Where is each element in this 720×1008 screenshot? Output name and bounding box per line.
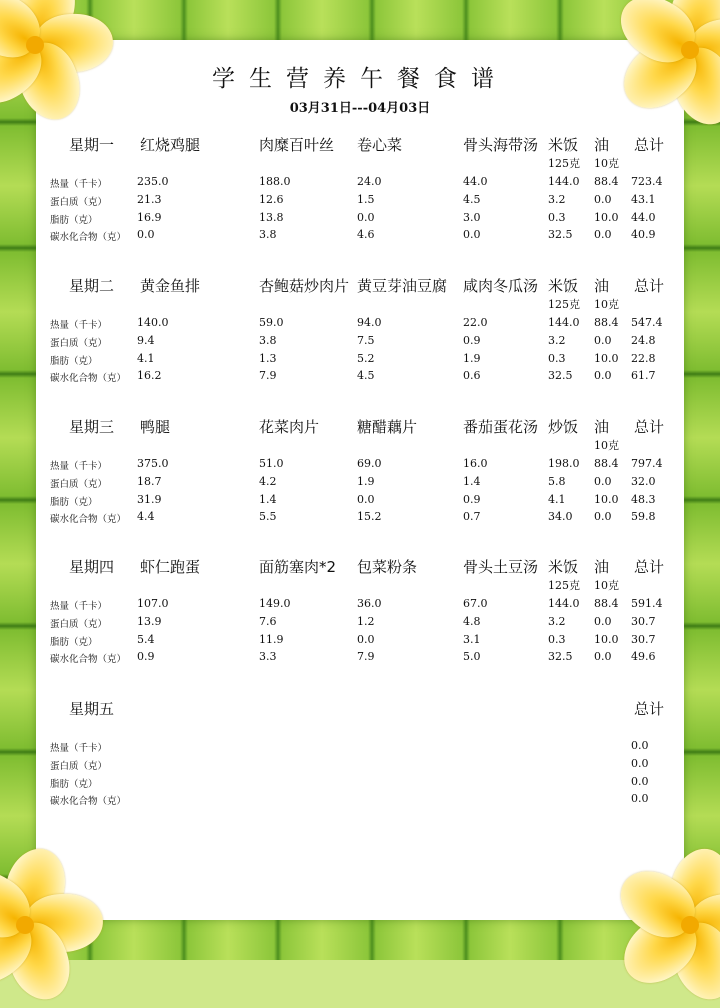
nutrient-row-calories [0, 739, 720, 757]
nutrient-value: 13.9 [137, 615, 162, 628]
frangipani-flower-icon [0, 850, 100, 1000]
nutrient-row-fat [0, 493, 720, 511]
nutrient-row-calories [0, 597, 720, 615]
nutrient-label: 碳水化合物（克） [50, 654, 127, 665]
dish-name: 骨头海带汤 [463, 136, 539, 154]
nutrient-row-fat [0, 775, 720, 793]
dish-header-row [0, 275, 720, 297]
total-label: 总计 [634, 136, 665, 154]
nutrient-row-carbs [0, 792, 720, 810]
nutrient-value: 59.0 [259, 316, 284, 329]
portion-note: 10克 [594, 157, 619, 170]
nutrient-label: 蛋白质（克） [50, 619, 108, 630]
nutrient-value: 0.0 [357, 633, 375, 646]
nutrient-value: 9.4 [137, 334, 155, 347]
nutrient-value: 5.0 [463, 650, 481, 663]
nutrient-value: 36.0 [357, 597, 382, 610]
nutrient-label: 热量（千卡） [50, 461, 108, 472]
bamboo-frame-bottom [0, 918, 720, 960]
nutrient-total: 32.0 [631, 475, 656, 488]
nutrient-value: 16.9 [137, 211, 162, 224]
nutrient-value: 0.9 [137, 650, 155, 663]
nutrient-label: 碳水化合物（克） [50, 373, 127, 384]
total-label: 总计 [634, 558, 665, 576]
nutrient-label: 蛋白质（克） [50, 197, 108, 208]
dish-name: 炒饭 [548, 418, 579, 436]
page-title: 学生营养午餐食谱 [212, 66, 508, 92]
nutrient-value: 144.0 [548, 175, 580, 188]
nutrient-total: 49.6 [631, 650, 656, 663]
dish-name: 包菜粉条 [357, 558, 418, 576]
nutrient-value: 5.5 [259, 510, 277, 523]
nutrient-value: 94.0 [357, 316, 382, 329]
nutrient-value: 4.6 [357, 228, 375, 241]
nutrient-value: 32.5 [548, 369, 573, 382]
nutrient-value: 149.0 [259, 597, 291, 610]
nutrient-value: 198.0 [548, 457, 580, 470]
nutrient-value: 5.2 [357, 352, 375, 365]
nutrient-row-protein [0, 334, 720, 352]
total-label: 总计 [634, 418, 665, 436]
nutrient-value: 0.0 [594, 193, 612, 206]
nutrient-value: 235.0 [137, 175, 169, 188]
flower-center [681, 41, 699, 59]
dish-name: 面筋塞肉*2 [259, 558, 337, 576]
nutrient-value: 4.2 [259, 475, 277, 488]
nutrient-value: 0.7 [463, 510, 481, 523]
nutrient-value: 13.8 [259, 211, 284, 224]
nutrient-value: 0.0 [594, 475, 612, 488]
nutrient-label: 碳水化合物（克） [50, 796, 127, 807]
nutrient-value: 0.0 [357, 493, 375, 506]
nutrient-label: 热量（千卡） [50, 320, 108, 331]
nutrient-value: 1.9 [463, 352, 481, 365]
nutrient-value: 1.2 [357, 615, 375, 628]
nutrient-value: 1.9 [357, 475, 375, 488]
dish-name: 米饭 [548, 136, 579, 154]
nutrient-value: 5.4 [137, 633, 155, 646]
dish-name: 黄豆芽油豆腐 [357, 277, 448, 295]
nutrient-total: 43.1 [631, 193, 656, 206]
dish-name: 番茄蛋花汤 [463, 418, 539, 436]
nutrient-value: 11.9 [259, 633, 284, 646]
dish-name: 花菜肉片 [259, 418, 320, 436]
nutrient-value: 0.0 [594, 228, 612, 241]
nutrient-value: 15.2 [357, 510, 382, 523]
nutrient-total: 61.7 [631, 369, 656, 382]
nutrient-total: 0.0 [631, 757, 649, 770]
nutrient-value: 10.0 [594, 633, 619, 646]
nutrient-value: 4.5 [463, 193, 481, 206]
nutrient-value: 18.7 [137, 475, 162, 488]
nutrient-total: 24.8 [631, 334, 656, 347]
nutrient-value: 10.0 [594, 493, 619, 506]
nutrient-value: 10.0 [594, 352, 619, 365]
portion-note: 10克 [594, 579, 619, 592]
dish-header-row [0, 416, 720, 438]
nutrient-value: 7.9 [357, 650, 375, 663]
dish-header-row [0, 134, 720, 156]
nutrient-value: 69.0 [357, 457, 382, 470]
portion-note: 125克 [548, 579, 580, 592]
nutrient-row-protein [0, 615, 720, 633]
nutrient-label: 脂肪（克） [50, 637, 98, 648]
nutrient-value: 3.1 [463, 633, 481, 646]
nutrient-row-fat [0, 633, 720, 651]
day-label: 星期一 [69, 136, 115, 154]
portion-note: 125克 [548, 298, 580, 311]
nutrient-value: 0.3 [548, 211, 566, 224]
nutrient-value: 0.3 [548, 633, 566, 646]
nutrient-label: 热量（千卡） [50, 601, 108, 612]
nutrient-total: 0.0 [631, 739, 649, 752]
nutrient-value: 21.3 [137, 193, 162, 206]
nutrient-value: 7.9 [259, 369, 277, 382]
nutrient-value: 88.4 [594, 457, 619, 470]
nutrient-label: 脂肪（克） [50, 497, 98, 508]
dish-name: 油 [594, 277, 610, 295]
dish-name: 糖醋藕片 [357, 418, 418, 436]
nutrient-label: 脂肪（克） [50, 356, 98, 367]
flower-center [26, 36, 44, 54]
nutrient-label: 蛋白质（克） [50, 761, 108, 772]
nutrient-value: 144.0 [548, 316, 580, 329]
nutrient-row-protein [0, 757, 720, 775]
nutrient-value: 7.5 [357, 334, 375, 347]
day-label: 星期二 [69, 277, 115, 295]
nutrient-value: 32.5 [548, 650, 573, 663]
nutrient-row-fat [0, 352, 720, 370]
nutrient-value: 3.0 [463, 211, 481, 224]
nutrient-value: 44.0 [463, 175, 488, 188]
dish-name: 米饭 [548, 277, 579, 295]
nutrient-value: 3.2 [548, 193, 566, 206]
nutrient-label: 热量（千卡） [50, 179, 108, 190]
nutrient-value: 4.4 [137, 510, 155, 523]
portion-note: 125克 [548, 157, 580, 170]
day-label: 星期四 [69, 558, 115, 576]
nutrient-value: 88.4 [594, 316, 619, 329]
nutrient-row-carbs [0, 510, 720, 528]
nutrient-label: 蛋白质（克） [50, 479, 108, 490]
nutrient-value: 3.3 [259, 650, 277, 663]
dish-name: 虾仁跑蛋 [140, 558, 201, 576]
nutrient-value: 0.0 [594, 510, 612, 523]
day-label: 星期三 [69, 418, 115, 436]
nutrient-total: 797.4 [631, 457, 663, 470]
nutrient-total: 547.4 [631, 316, 663, 329]
nutrient-value: 0.3 [548, 352, 566, 365]
dish-header-row [0, 556, 720, 578]
nutrient-value: 140.0 [137, 316, 169, 329]
nutrient-value: 107.0 [137, 597, 169, 610]
dish-name: 鸭腿 [140, 418, 171, 436]
dish-name: 油 [594, 418, 610, 436]
nutrient-value: 3.8 [259, 228, 277, 241]
nutrient-value: 4.8 [463, 615, 481, 628]
nutrient-value: 12.6 [259, 193, 284, 206]
dish-name: 骨头土豆汤 [463, 558, 539, 576]
portion-note: 10克 [594, 439, 619, 452]
nutrient-value: 3.2 [548, 334, 566, 347]
nutrient-value: 3.8 [259, 334, 277, 347]
date-range: 03月31日---04月03日 [289, 101, 431, 116]
nutrient-value: 5.8 [548, 475, 566, 488]
nutrient-row-calories [0, 175, 720, 193]
dish-name: 咸肉冬瓜汤 [463, 277, 539, 295]
nutrient-value: 51.0 [259, 457, 284, 470]
nutrient-row-carbs [0, 228, 720, 246]
flower-center [16, 916, 34, 934]
dish-name: 米饭 [548, 558, 579, 576]
nutrient-row-calories [0, 457, 720, 475]
dish-name: 卷心菜 [357, 136, 403, 154]
dish-name: 红烧鸡腿 [140, 136, 201, 154]
nutrient-value: 4.5 [357, 369, 375, 382]
nutrient-value: 0.0 [463, 228, 481, 241]
nutrient-total: 48.3 [631, 493, 656, 506]
nutrient-row-carbs [0, 650, 720, 668]
nutrient-value: 0.0 [137, 228, 155, 241]
nutrient-row-carbs [0, 369, 720, 387]
portion-note: 10克 [594, 298, 619, 311]
nutrient-value: 144.0 [548, 597, 580, 610]
nutrient-total: 44.0 [631, 211, 656, 224]
nutrient-value: 1.4 [463, 475, 481, 488]
nutrient-value: 16.0 [463, 457, 488, 470]
nutrient-total: 723.4 [631, 175, 663, 188]
nutrient-value: 375.0 [137, 457, 169, 470]
nutrient-label: 碳水化合物（克） [50, 232, 127, 243]
nutrient-value: 7.6 [259, 615, 277, 628]
nutrient-value: 0.6 [463, 369, 481, 382]
nutrient-row-protein [0, 193, 720, 211]
nutrient-label: 碳水化合物（克） [50, 514, 127, 525]
nutrient-value: 24.0 [357, 175, 382, 188]
nutrient-value: 32.5 [548, 228, 573, 241]
nutrient-label: 蛋白质（克） [50, 338, 108, 349]
nutrient-value: 10.0 [594, 211, 619, 224]
dish-name: 黄金鱼排 [140, 277, 201, 295]
day-label: 星期五 [69, 700, 115, 718]
nutrient-value: 0.9 [463, 334, 481, 347]
nutrient-label: 脂肪（克） [50, 215, 98, 226]
nutrient-total: 22.8 [631, 352, 656, 365]
nutrient-value: 188.0 [259, 175, 291, 188]
nutrient-label: 脂肪（克） [50, 779, 98, 790]
total-label: 总计 [634, 700, 665, 718]
nutrient-row-fat [0, 211, 720, 229]
nutrient-value: 0.0 [594, 650, 612, 663]
dish-name: 油 [594, 136, 610, 154]
dish-name: 油 [594, 558, 610, 576]
nutrient-value: 22.0 [463, 316, 488, 329]
nutrient-value: 0.0 [357, 211, 375, 224]
nutrient-value: 1.4 [259, 493, 277, 506]
nutrient-label: 热量（千卡） [50, 743, 108, 754]
nutrient-value: 31.9 [137, 493, 162, 506]
dish-header-row [0, 698, 720, 720]
nutrient-value: 3.2 [548, 615, 566, 628]
nutrient-total: 40.9 [631, 228, 656, 241]
nutrient-value: 16.2 [137, 369, 162, 382]
nutrient-value: 34.0 [548, 510, 573, 523]
nutrient-value: 0.0 [594, 369, 612, 382]
nutrient-total: 30.7 [631, 633, 656, 646]
nutrient-value: 4.1 [548, 493, 566, 506]
nutrient-total: 0.0 [631, 775, 649, 788]
nutrient-total: 30.7 [631, 615, 656, 628]
dish-name: 杏鲍菇炒肉片 [259, 277, 350, 295]
flower-center [681, 916, 699, 934]
total-label: 总计 [634, 277, 665, 295]
dish-name: 肉糜百叶丝 [259, 136, 335, 154]
nutrient-value: 67.0 [463, 597, 488, 610]
nutrient-value: 1.3 [259, 352, 277, 365]
nutrient-value: 0.0 [594, 334, 612, 347]
nutrient-row-calories [0, 316, 720, 334]
nutrient-value: 0.0 [594, 615, 612, 628]
nutrient-value: 88.4 [594, 597, 619, 610]
nutrient-total: 0.0 [631, 792, 649, 805]
nutrient-value: 4.1 [137, 352, 155, 365]
nutrient-value: 0.9 [463, 493, 481, 506]
nutrient-value: 1.5 [357, 193, 375, 206]
frangipani-flower-icon [615, 850, 720, 1000]
nutrient-value: 88.4 [594, 175, 619, 188]
nutrient-row-protein [0, 475, 720, 493]
nutrient-total: 591.4 [631, 597, 663, 610]
nutrient-total: 59.8 [631, 510, 656, 523]
